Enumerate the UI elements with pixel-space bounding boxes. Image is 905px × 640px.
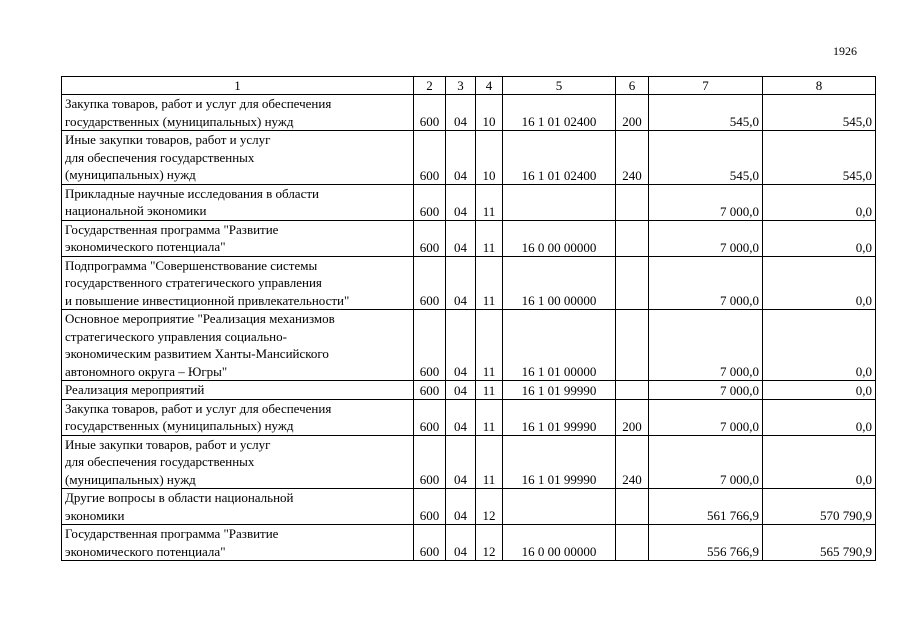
cell-c5: 16 1 00 00000 [503,256,616,310]
cell-c2: 600 [414,256,446,310]
cell-c7: 7 000,0 [649,256,763,310]
cell-c3: 04 [446,256,476,310]
column-header: 1 [62,77,414,95]
table-row [62,95,876,131]
cell-c7: 545,0 [649,95,763,131]
cell-c6 [616,184,649,220]
cell-c2: 600 [414,95,446,131]
cell-c8: 0,0 [763,220,876,256]
cell-c4: 11 [476,381,503,400]
cell-c7: 7 000,0 [649,310,763,381]
column-header: 4 [476,77,503,95]
table-header-row [62,77,876,95]
cell-c2: 600 [414,399,446,435]
column-header: 2 [414,77,446,95]
cell-c5: 16 1 01 02400 [503,95,616,131]
row-name: Закупка товаров, работ и услуг для обеспечения государственных (муниципальных) нужд [62,95,414,131]
column-header: 6 [616,77,649,95]
cell-c8: 0,0 [763,399,876,435]
cell-c6 [616,525,649,561]
cell-c2: 600 [414,381,446,400]
cell-c3: 04 [446,525,476,561]
cell-c6 [616,381,649,400]
cell-c3: 04 [446,399,476,435]
cell-c7: 561 766,9 [649,489,763,525]
table-row [62,184,876,220]
cell-c5 [503,184,616,220]
cell-c6: 240 [616,131,649,185]
table-row [62,381,876,400]
cell-c2: 600 [414,525,446,561]
cell-c7: 7 000,0 [649,184,763,220]
row-name: Иные закупки товаров, работ и услуг для обеспечения государственных (муниципальных) нужд [62,435,414,489]
cell-c8: 0,0 [763,435,876,489]
row-name: Государственная программа "Развитие экономического потенциала" [62,525,414,561]
cell-c4: 12 [476,525,503,561]
row-name: Подпрограмма "Совершенствование системы государственного стратегического управления и повышение инвестиционной привлекательности" [62,256,414,310]
table-row [62,399,876,435]
cell-c6 [616,310,649,381]
cell-c7: 7 000,0 [649,435,763,489]
column-header: 7 [649,77,763,95]
table-row [62,525,876,561]
column-header: 3 [446,77,476,95]
cell-c6: 240 [616,435,649,489]
page-number: 1926 [833,44,857,58]
cell-c2: 600 [414,131,446,185]
column-header: 5 [503,77,616,95]
row-name: Основное мероприятие "Реализация механизмов стратегического управления социально- экономическим развитием Ханты-Мансийского автономного округа – Югры" [62,310,414,381]
cell-c8: 545,0 [763,131,876,185]
cell-c8: 0,0 [763,381,876,400]
cell-c4: 10 [476,131,503,185]
row-name: Реализация мероприятий [62,381,414,400]
cell-c6: 200 [616,95,649,131]
cell-c3: 04 [446,131,476,185]
row-name: Другие вопросы в области национальной экономики [62,489,414,525]
budget-table [61,76,876,561]
cell-c6: 200 [616,399,649,435]
cell-c6 [616,489,649,525]
cell-c8: 0,0 [763,256,876,310]
cell-c4: 11 [476,256,503,310]
cell-c3: 04 [446,184,476,220]
table-row [62,256,876,310]
cell-c2: 600 [414,184,446,220]
cell-c2: 600 [414,435,446,489]
cell-c2: 600 [414,489,446,525]
cell-c8: 0,0 [763,310,876,381]
cell-c7: 556 766,9 [649,525,763,561]
cell-c3: 04 [446,489,476,525]
cell-c4: 11 [476,220,503,256]
table-row [62,435,876,489]
table-row [62,131,876,185]
cell-c5: 16 1 01 99990 [503,435,616,489]
cell-c4: 11 [476,184,503,220]
cell-c5: 16 0 00 00000 [503,220,616,256]
cell-c4: 12 [476,489,503,525]
table-row [62,310,876,381]
cell-c7: 545,0 [649,131,763,185]
column-header: 8 [763,77,876,95]
cell-c3: 04 [446,310,476,381]
cell-c5: 16 1 01 99990 [503,399,616,435]
cell-c8: 570 790,9 [763,489,876,525]
cell-c8: 545,0 [763,95,876,131]
cell-c2: 600 [414,220,446,256]
row-name: Закупка товаров, работ и услуг для обеспечения государственных (муниципальных) нужд [62,399,414,435]
cell-c4: 10 [476,95,503,131]
table-row [62,220,876,256]
cell-c5 [503,489,616,525]
cell-c3: 04 [446,95,476,131]
row-name: Государственная программа "Развитие экономического потенциала" [62,220,414,256]
row-name: Иные закупки товаров, работ и услуг для обеспечения государственных (муниципальных) нужд [62,131,414,185]
cell-c8: 565 790,9 [763,525,876,561]
cell-c2: 600 [414,310,446,381]
cell-c5: 16 1 01 99990 [503,381,616,400]
cell-c5: 16 1 01 00000 [503,310,616,381]
cell-c7: 7 000,0 [649,399,763,435]
cell-c8: 0,0 [763,184,876,220]
row-name: Прикладные научные исследования в области национальной экономики [62,184,414,220]
cell-c6 [616,256,649,310]
cell-c7: 7 000,0 [649,381,763,400]
cell-c6 [616,220,649,256]
cell-c5: 16 1 01 02400 [503,131,616,185]
cell-c3: 04 [446,220,476,256]
table-row [62,489,876,525]
cell-c5: 16 0 00 00000 [503,525,616,561]
cell-c3: 04 [446,435,476,489]
cell-c7: 7 000,0 [649,220,763,256]
cell-c4: 11 [476,399,503,435]
cell-c4: 11 [476,435,503,489]
cell-c3: 04 [446,381,476,400]
cell-c4: 11 [476,310,503,381]
